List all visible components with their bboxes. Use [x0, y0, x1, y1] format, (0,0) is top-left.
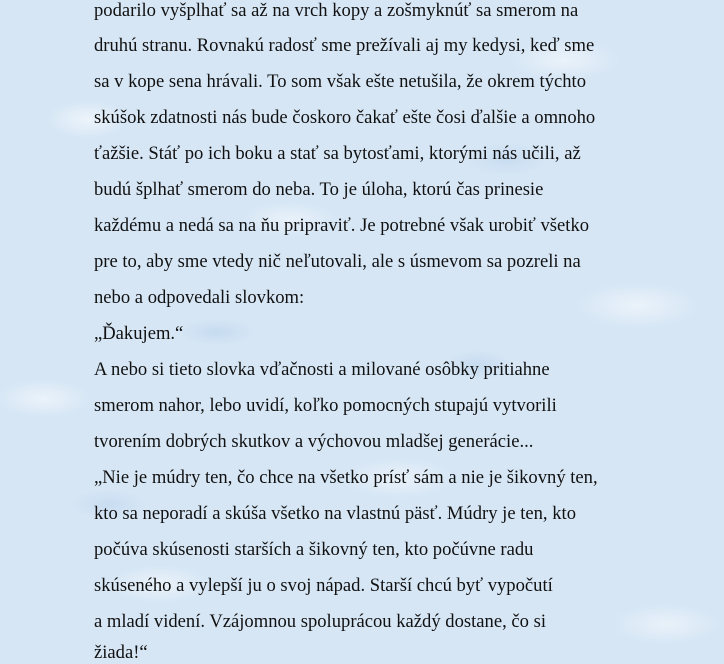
text-line: a mladí videní. Vzájomnou spoluprácou každý dostane, čo si	[94, 611, 546, 632]
text-line: „Ďakujem.“	[94, 323, 184, 344]
text-line: žiada!“	[94, 642, 148, 663]
text-line: skúšok zdatnosti nás bude čoskoro čakať ešte čosi ďalšie a omnoho	[94, 107, 596, 128]
text-line: pre to, aby sme vtedy nič neľutovali, ale s úsmevom sa pozreli na	[94, 251, 581, 272]
text-line: A nebo si tieto slovka vďačnosti a milované osôbky pritiahne	[94, 359, 550, 380]
text-line: „Nie je múdry ten, čo chce na všetko prísť sám a nie je šikovný ten,	[94, 467, 598, 488]
text-line: počúva skúsenosti starších a šikovný ten, kto počúvne radu	[94, 539, 534, 560]
text-line: kto sa neporadí a skúša všetko na vlastnú päsť. Múdry je ten, kto	[94, 503, 576, 524]
text-line: každému a nedá sa na ňu pripraviť. Je potrebné však urobiť všetko	[94, 215, 590, 236]
text-line: nebo a odpovedali slovkom:	[94, 287, 305, 308]
text-line: skúseného a vylepší ju o svoj nápad. Starší chcú byť vypočutí	[94, 575, 553, 596]
text-line: podarilo vyšplhať sa až na vrch kopy a zošmyknúť sa smerom na	[94, 0, 579, 21]
text-line: budú šplhať smerom do neba. To je úloha, ktorú čas prinesie	[94, 179, 544, 200]
text-line: sa v kope sena hrávali. To som však ešte netušila, že okrem týchto	[94, 71, 586, 92]
text-line: tvorením dobrých skutkov a výchovou mladšej generácie...	[94, 431, 534, 452]
text-line: smerom nahor, lebo uvidí, koľko pomocných stupajú vytvorili	[94, 395, 557, 416]
text-line: ťažšie. Stáť po ich boku a stať sa bytosťami, ktorými nás učili, až	[94, 143, 581, 164]
text-line: druhú stranu. Rovnakú radosť sme prežívali aj my kedysi, keď sme	[94, 35, 595, 56]
